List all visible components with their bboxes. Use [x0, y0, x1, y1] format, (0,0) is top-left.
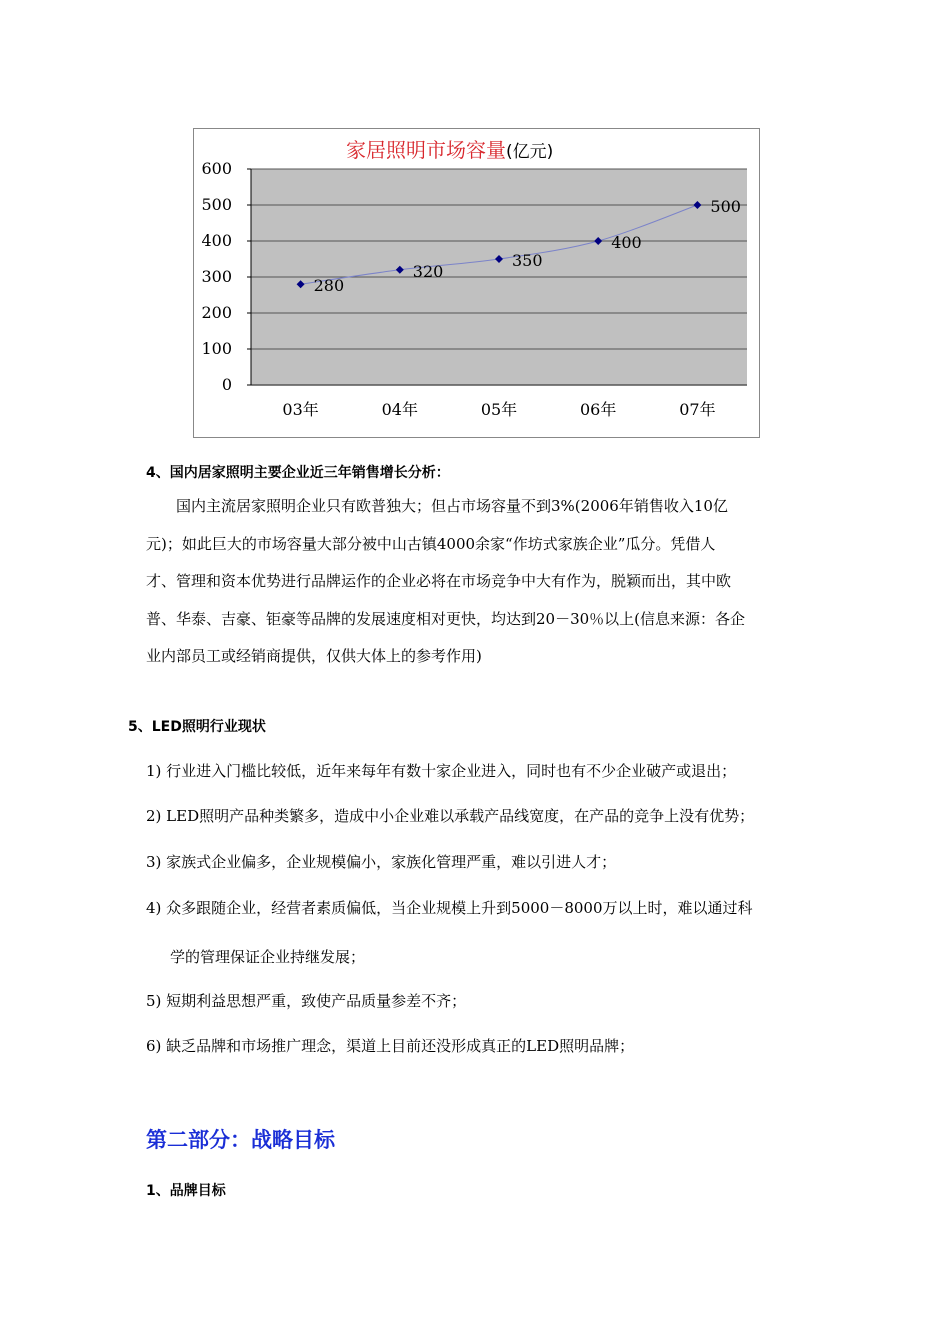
- market-capacity-chart: [193, 128, 760, 438]
- y-tick-label: 600: [201, 159, 232, 178]
- y-tick-label: 0: [221, 375, 232, 394]
- data-label: 350: [512, 251, 543, 270]
- paragraph-line: 元)；如此巨大的市场容量大部分被中山古镇4000余家“作坊式家族企业”瓜分。凭借人: [146, 534, 716, 553]
- chart-title-unit: (亿元): [506, 142, 554, 162]
- data-label: 320: [412, 261, 444, 281]
- section4-heading: 4、国内居家照明主要企业近三年销售增长分析：: [146, 465, 450, 481]
- y-tick-label: 200: [201, 303, 232, 322]
- chart-title: [346, 138, 553, 162]
- x-tick-label: 07年: [679, 400, 716, 419]
- x-tick-label: 06年: [580, 400, 617, 419]
- paragraph-line: 业内部员工或经销商提供，仅供大体上的参考作用): [146, 647, 482, 665]
- part2-title: 第二部分：战略目标: [146, 1128, 335, 1152]
- y-tick-label: 400: [201, 231, 232, 250]
- list-item: 5) 短期利益思想严重，致使产品质量参差不齐；: [146, 992, 467, 1010]
- list-item: 6) 缺乏品牌和市场推广理念，渠道上目前还没形成真正的LED照明品牌；: [146, 1037, 635, 1055]
- y-tick-label: 300: [201, 267, 232, 286]
- data-label: 280: [313, 276, 345, 296]
- list-item: 4) 众多跟随企业，经营者素质偏低，当企业规模上升到5000－8000万以上时，难以通过科: [146, 899, 753, 917]
- chart-svg: [194, 129, 761, 439]
- section4-paragraph: [146, 488, 808, 676]
- paragraph-line: 普、华泰、吉豪、钜豪等品牌的发展速度相对更快，均达到20－30％以上(信息来源：各企: [146, 609, 746, 628]
- y-tick-label: 500: [201, 195, 232, 214]
- data-label: 500: [710, 197, 741, 216]
- x-tick-label: 05年: [480, 400, 518, 419]
- part2-subheading: 1、品牌目标: [146, 1183, 226, 1199]
- list-item: 1) 行业进入门槛比较低，近年来每年有数十家企业进入，同时也有不少企业破产或退出；: [146, 762, 737, 780]
- chart-title-main: 家居照明市场容量: [346, 138, 506, 162]
- paragraph-line: 国内主流居家照明企业只有欧普独大；但占市场容量不到3%(2006年销售收入10亿: [176, 497, 728, 515]
- section5-heading: 5、LED照明行业现状: [128, 719, 266, 735]
- paragraph-line: 才、管理和资本优势进行品牌运作的企业必将在市场竞争中大有作为，脱颖而出，其中欧: [146, 572, 732, 590]
- x-tick-label: 03年: [282, 400, 319, 419]
- x-tick-label: 04年: [381, 400, 418, 419]
- list-item-continuation: 学的管理保证企业持继发展；: [170, 948, 366, 966]
- list-item: 2) LED照明产品种类繁多，造成中小企业难以承载产品线宽度，在产品的竞争上没有优势；: [146, 807, 755, 825]
- list-item: 3) 家族式企业偏多，企业规模偏小，家族化管理严重，难以引进人才；: [146, 853, 617, 871]
- y-tick-label: 100: [201, 339, 232, 358]
- data-label: 400: [611, 233, 642, 252]
- plot-area: [201, 159, 747, 419]
